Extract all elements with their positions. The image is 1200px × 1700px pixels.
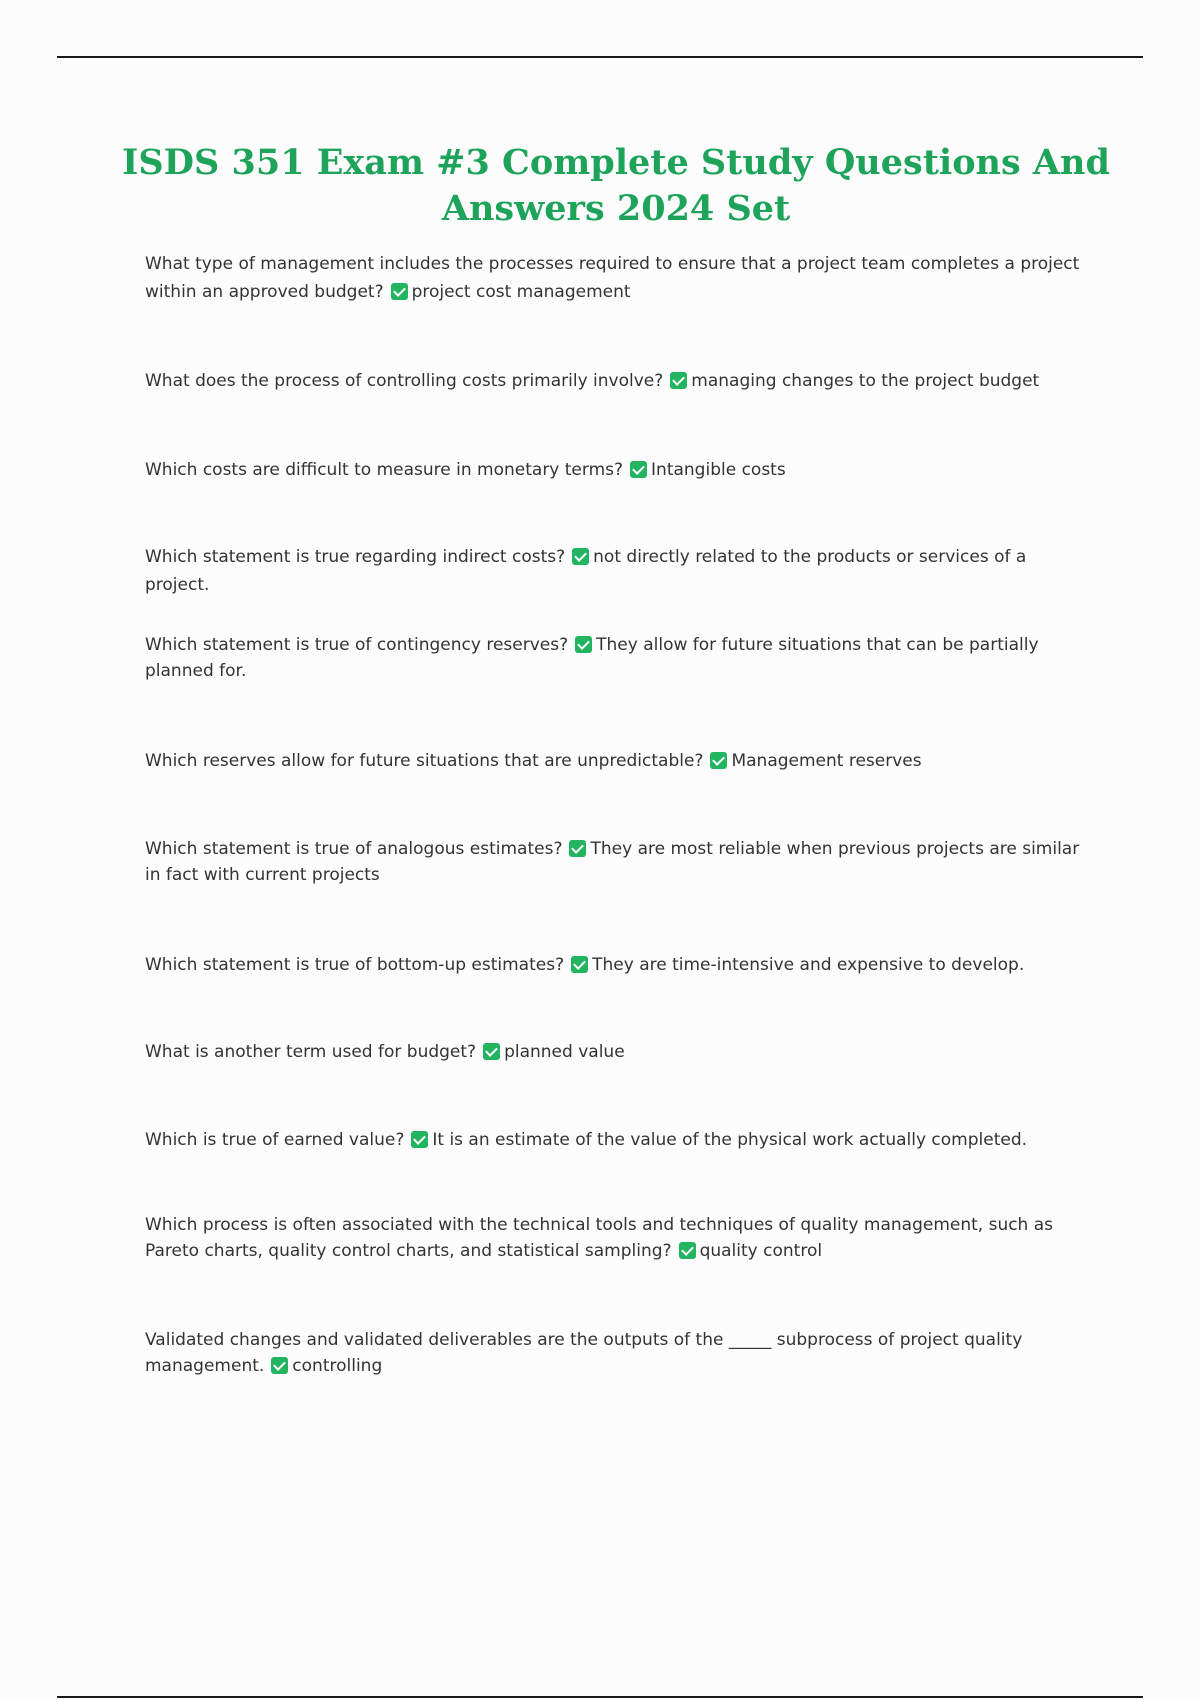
qa-item (145, 951, 1080, 979)
page-title: ISDS 351 Exam #3 Complete Study Questions And Answers 2024 Set (122, 142, 1110, 229)
qa-item (145, 632, 1080, 684)
answer-text: managing changes to the project budget (691, 371, 1040, 391)
check-icon (572, 548, 589, 565)
qa-item (145, 747, 1080, 775)
check-icon (710, 752, 727, 769)
answer-text: planned value (504, 1042, 625, 1062)
question-text: What type of management includes the processes required to ensure that a project team completes a project within an approved budget? (145, 254, 1080, 302)
check-icon (679, 1242, 696, 1259)
question-text: Which statement is true of bottom-up estimates? (145, 955, 565, 975)
answer-text: They are time-intensive and expensive to develop. (592, 955, 1025, 975)
answer-text: Management reserves (731, 751, 922, 771)
question-text: Which statement is true regarding indirect costs? (145, 547, 566, 567)
question-text: Which statement is true of analogous estimates? (145, 839, 563, 859)
question-text: Which process is often associated with the technical tools and techniques of quality management, such as Pareto charts, quality control charts, and statistical sampling? (145, 1215, 1054, 1261)
qa-item (145, 543, 1080, 599)
qa-item (145, 367, 1080, 395)
question-text: What is another term used for budget? (145, 1042, 477, 1062)
check-icon (391, 283, 408, 300)
question-text: Which reserves allow for future situations that are unpredictable? (145, 751, 704, 771)
check-icon (483, 1043, 500, 1060)
qa-item (145, 250, 1080, 306)
answer-text: They allow for future situations that can be partially planned for. (145, 635, 1039, 681)
qa-item (145, 1327, 1080, 1379)
answer-text: They are most reliable when previous projects are similar in fact with current projects (145, 839, 1080, 885)
bottom-rule (57, 1696, 1143, 1698)
question-text: What does the process of controlling costs primarily involve? (145, 371, 664, 391)
question-text: Which statement is true of contingency reserves? (145, 635, 569, 655)
qa-item (145, 836, 1080, 888)
qa-item (145, 1126, 1080, 1154)
answer-text: It is an estimate of the value of the physical work actually completed. (432, 1130, 1028, 1150)
question-text: Validated changes and validated deliverables are the outputs of the _____ subprocess of project quality management. (145, 1330, 1023, 1376)
check-icon (569, 840, 586, 857)
answer-text: project cost management (411, 282, 631, 302)
qa-item (145, 1212, 1080, 1264)
answer-text: controlling (292, 1356, 383, 1376)
qa-list (145, 0, 1080, 1700)
qa-item (145, 456, 1080, 484)
check-icon (571, 956, 588, 973)
check-icon (411, 1131, 428, 1148)
answer-text: not directly related to the products or services of a project. (145, 547, 1027, 595)
question-text: Which costs are difficult to measure in monetary terms? (145, 460, 624, 480)
qa-item (145, 1038, 1080, 1066)
check-icon (575, 636, 592, 653)
check-icon (271, 1357, 288, 1374)
check-icon (630, 461, 647, 478)
answer-text: Intangible costs (651, 460, 786, 480)
check-icon (670, 372, 687, 389)
question-text: Which is true of earned value? (145, 1130, 405, 1150)
answer-text: quality control (699, 1241, 823, 1261)
